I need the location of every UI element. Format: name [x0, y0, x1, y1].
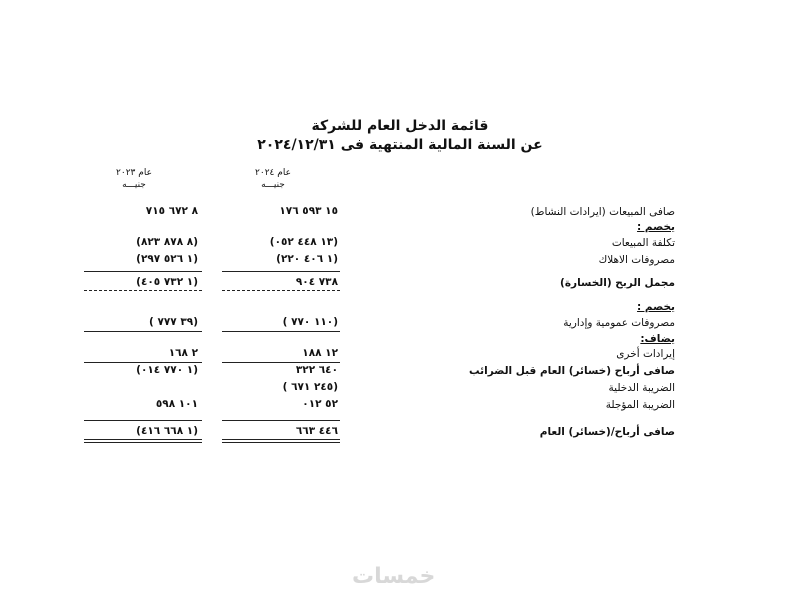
col-year-2024: عام ٢٠٢٤: [255, 168, 291, 178]
rule-gross-2023: [84, 290, 202, 291]
label-net-before-tax: صافى أرباح (خسائر) العام قبل الضرائب: [469, 365, 675, 377]
rule-ga-2024: [222, 331, 340, 332]
label-gross-profit: مجمل الربح (الخسارة): [560, 277, 675, 289]
value-deferred-tax-2023: ١٠١ ٥٩٨: [155, 398, 198, 410]
label-deduct-2: يخصم :: [637, 301, 675, 313]
col-year-2023: عام ٢٠٢٣: [116, 168, 152, 178]
rule-subtotal-2024: [222, 271, 340, 272]
value-net-sales-2024: ١٥ ٥٩٣ ١٧٦: [279, 205, 338, 217]
page-title: قائمة الدخل العام للشركة: [311, 118, 489, 134]
value-depreciation-2024: (١ ٤٠٦ ٢٢٠): [276, 253, 338, 265]
value-cost-of-sales-2024: (١٣ ٤٤٨ ٠٥٢): [269, 236, 338, 248]
value-other-income-2023: ٢ ١٦٨: [168, 347, 198, 359]
value-net-profit-2024: ٤٤٦ ٦٦٣: [295, 425, 338, 437]
label-cost-of-sales: تكلفة المبيعات: [611, 237, 675, 249]
rule-oi-2024: [222, 362, 340, 363]
value-net-before-tax-2024: ٦٤٠ ٣٢٢: [295, 364, 338, 376]
value-cost-of-sales-2023: (٨ ٨٧٨ ٨٢٣): [136, 236, 198, 248]
value-general-admin-2023: ( ٣٩ ٧٧٧): [149, 316, 198, 328]
rule-ga-2023: [84, 331, 202, 332]
value-general-admin-2024: ( ١١٠ ٧٧٠): [282, 316, 338, 328]
rule-oi-2023: [84, 362, 202, 363]
value-net-sales-2023: ٨ ٦٧٢ ٧١٥: [145, 205, 198, 217]
value-deferred-tax-2024: ٥٢ ٠١٢: [302, 398, 338, 410]
value-gross-profit-2023: (١ ٧٣٢ ٤٠٥): [136, 276, 198, 288]
label-deferred-tax: الضريبة المؤجلة: [605, 399, 675, 411]
value-net-profit-2023: (١ ٦٦٨ ٤١٦): [136, 425, 198, 437]
value-gross-profit-2024: ٧٣٨ ٩٠٤: [295, 276, 338, 288]
value-net-before-tax-2023: (١ ٧٧٠ ٠١٤): [136, 364, 198, 376]
col-unit-2023: جنيـــه: [122, 180, 146, 190]
watermark-logo: خمسات: [352, 564, 436, 589]
page-subtitle: عن السنة المالية المنتهية فى ٢٠٢٤/١٢/٣١: [257, 137, 543, 153]
label-depreciation: مصروفات الاهلاك: [598, 254, 675, 266]
label-income-tax: الضريبة الدخلية: [608, 382, 675, 394]
label-deduct-1: يخصم :: [637, 221, 675, 233]
rule-total-2023: [84, 439, 202, 443]
rule-tax-2023: [84, 420, 202, 421]
label-general-admin: مصروفات عمومية وإدارية: [563, 317, 675, 329]
label-net-profit: صافى أرباح/(خسائر) العام: [539, 426, 675, 438]
value-depreciation-2023: (١ ٥٢٦ ٢٩٧): [136, 253, 198, 265]
label-net-sales: صافى المبيعات (ايرادات النشاط): [530, 206, 675, 218]
rule-tax-2024: [222, 420, 340, 421]
label-add: يضاف:: [640, 333, 675, 345]
rule-subtotal-2023: [84, 271, 202, 272]
label-other-income: إيرادات أخرى: [616, 348, 675, 360]
value-income-tax-2024: ( ٢٤٥ ٦٧١): [282, 381, 338, 393]
col-unit-2024: جنيـــه: [261, 180, 285, 190]
rule-total-2024: [222, 439, 340, 443]
value-other-income-2024: ١٢ ١٨٨: [302, 347, 338, 359]
rule-gross-2024: [222, 290, 340, 291]
